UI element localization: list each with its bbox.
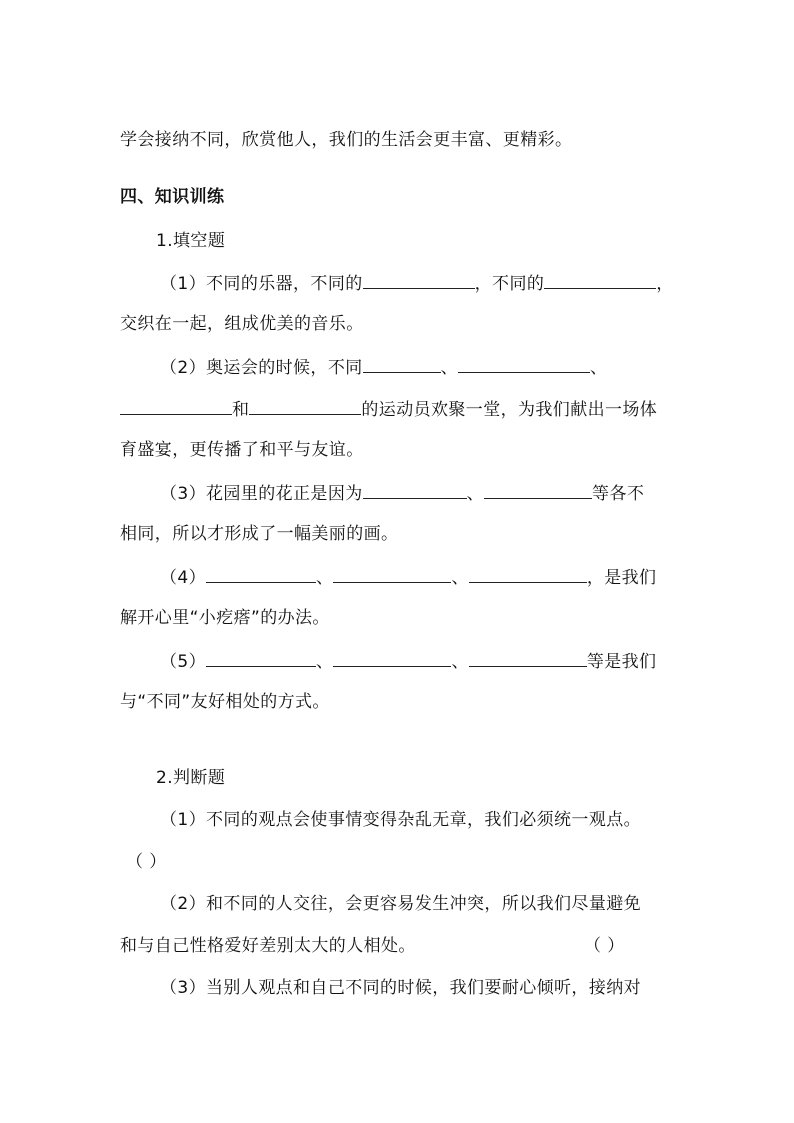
judge-q2-line1	[160, 892, 641, 916]
question-number: （3）	[160, 978, 207, 998]
judge-q1-line1	[160, 808, 641, 832]
fill-q5-line1	[160, 648, 656, 672]
question-text: ，不同的	[474, 274, 545, 294]
answer-blank[interactable]	[458, 354, 590, 373]
question-text: 、	[451, 568, 469, 588]
fill-q2-line2	[120, 396, 657, 420]
question-number: （1）	[160, 274, 207, 294]
question-text: 、	[316, 652, 334, 672]
question-text: 、	[440, 358, 459, 378]
intro-sentence: 学会接纳不同，欣赏他人，我们的生活会更丰富、更精彩。	[120, 130, 573, 150]
question-number: （1）	[160, 810, 207, 830]
question-text: 、	[590, 358, 608, 378]
answer-blank[interactable]	[206, 648, 316, 667]
answer-blank[interactable]	[469, 648, 587, 667]
fill-q1-line2	[120, 312, 364, 336]
question-number: （4）	[160, 568, 207, 588]
question-text: 、	[466, 484, 485, 504]
answer-parentheses[interactable]: （ ）	[126, 852, 167, 872]
fill-q4-line1	[160, 564, 656, 588]
question-text: 交织在一起，组成优美的音乐。	[120, 314, 364, 334]
fill-q4-line2	[120, 606, 330, 630]
question-text: 当别人观点和自己不同的时候，我们要耐心倾听，接纳对	[206, 978, 642, 998]
question-text: 、	[451, 652, 469, 672]
answer-blank[interactable]	[544, 270, 656, 289]
section-heading	[120, 185, 224, 209]
question-text: 花园里的花正是因为	[206, 484, 363, 504]
fill-blank-title-text: 1.填空题	[156, 231, 226, 251]
answer-blank[interactable]	[469, 564, 587, 583]
answer-parentheses[interactable]: （ ）	[584, 936, 625, 956]
question-number: （2）	[160, 894, 207, 914]
fill-q3-line2	[120, 522, 398, 546]
question-text: 、	[316, 568, 334, 588]
intro-text	[120, 128, 572, 152]
answer-blank[interactable]	[249, 396, 361, 415]
question-text: 解开心里“小疙瘩”的办法。	[120, 608, 330, 628]
question-text: 奥运会的时候，不同	[206, 358, 363, 378]
question-text: 等是我们	[586, 652, 657, 672]
answer-blank[interactable]	[333, 564, 451, 583]
question-text: ，	[656, 274, 674, 294]
question-text: 和不同的人交往，会更容易发生冲突，所以我们尽量避免	[206, 894, 642, 914]
question-text: 的运动员欢聚一堂，为我们献出一场体	[361, 400, 658, 420]
judge-q3-line1	[160, 976, 641, 1000]
judge-title	[156, 766, 225, 790]
answer-blank[interactable]	[333, 648, 451, 667]
judge-q2-line2	[120, 934, 416, 958]
judge-title-text: 2.判断题	[156, 768, 226, 788]
judge-q2-paren-line	[584, 934, 625, 958]
fill-blank-title	[156, 229, 225, 253]
question-text: 和	[232, 400, 250, 420]
question-number: （5）	[160, 652, 207, 672]
fill-q2-line3	[120, 438, 364, 462]
fill-q2-line1	[160, 354, 607, 378]
answer-blank[interactable]	[363, 270, 475, 289]
answer-blank[interactable]	[120, 396, 232, 415]
fill-q1-line1	[160, 270, 674, 294]
answer-blank[interactable]	[363, 354, 441, 373]
question-text: 等各不	[592, 484, 645, 504]
question-text: 育盛宴，更传播了和平与友谊。	[120, 440, 364, 460]
question-text: 不同的乐器，不同的	[206, 274, 363, 294]
answer-blank[interactable]	[206, 564, 316, 583]
question-number: （3）	[160, 484, 207, 504]
judge-q1-line2	[126, 850, 167, 874]
question-text: 和与自己性格爱好差别太大的人相处。	[120, 936, 416, 956]
answer-blank[interactable]	[363, 480, 467, 499]
fill-q5-line2	[120, 690, 330, 714]
question-text: ，是我们	[586, 568, 657, 588]
question-text: 与“不同”友好相处的方式。	[120, 692, 330, 712]
section-heading-text: 四、知识训练	[120, 187, 225, 207]
answer-blank[interactable]	[484, 480, 592, 499]
question-text: 相同，所以才形成了一幅美丽的画。	[120, 524, 399, 544]
question-number: （2）	[160, 358, 207, 378]
question-text: 不同的观点会使事情变得杂乱无章，我们必须统一观点。	[206, 810, 642, 830]
fill-q3-line1	[160, 480, 644, 504]
